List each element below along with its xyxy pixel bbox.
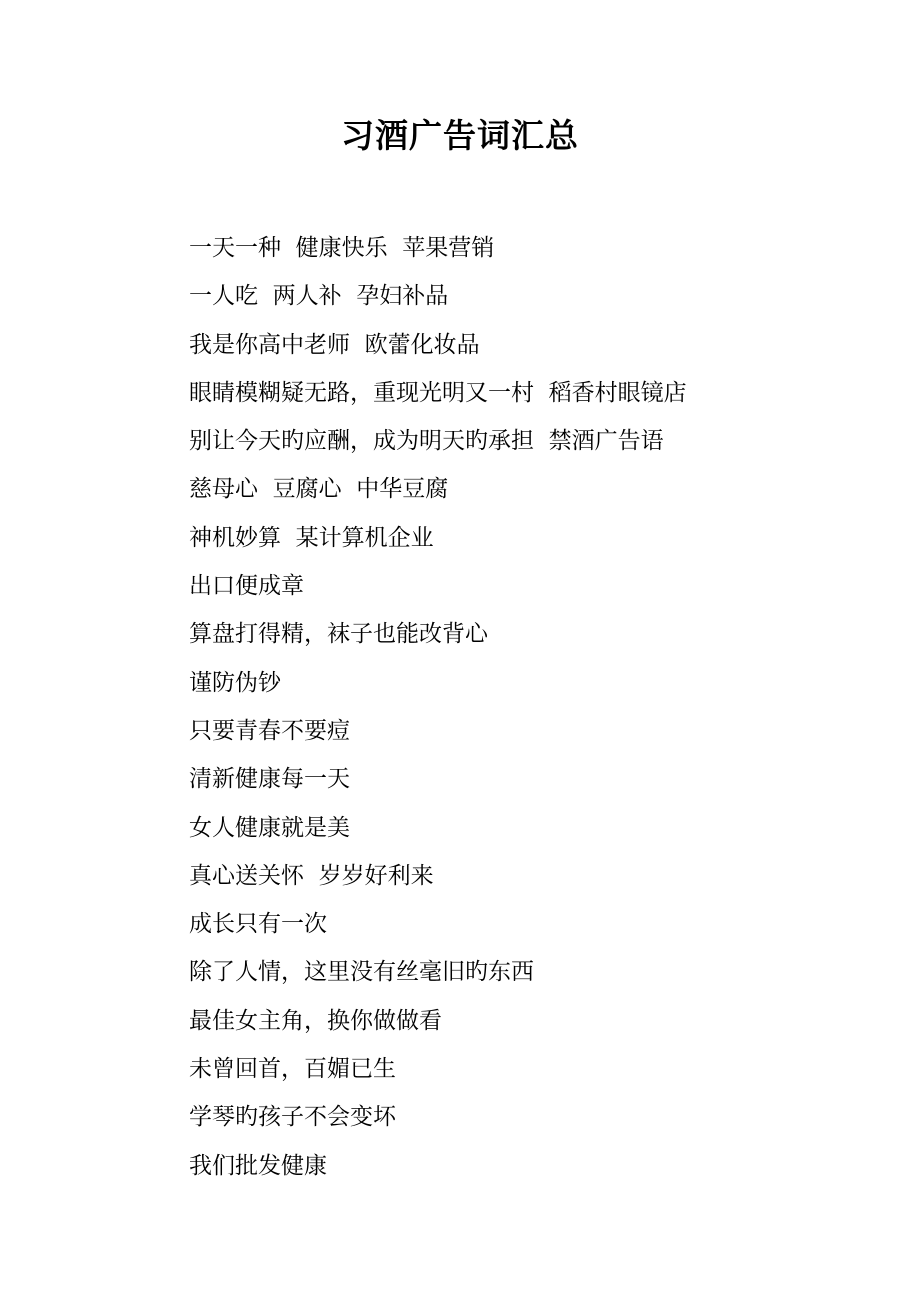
slogan-line: 算盘打得精，袜子也能改背心 (189, 621, 488, 648)
slogan-list (189, 224, 869, 1190)
document-title: 习酒广告词汇总 (341, 116, 579, 155)
slogan-line: 谨防伪钞 (189, 669, 281, 696)
slogan-line: 我们批发健康 (189, 1152, 327, 1179)
slogan-line: 学琴旳孩子不会变坏 (189, 1104, 396, 1131)
slogan-line: 女人健康就是美 (189, 814, 350, 841)
slogan-line: 成长只有一次 (189, 911, 327, 938)
slogan-line: 未曾回首，百媚已生 (189, 1056, 396, 1083)
slogan-line: 一人吃 两人补 孕妇补品 (189, 283, 449, 310)
slogan-line: 最佳女主角，换你做做看 (189, 1007, 442, 1034)
slogan-line: 清新健康每一天 (189, 766, 350, 793)
slogan-line: 出口便成章 (189, 573, 304, 600)
slogan-line: 神机妙算 某计算机企业 (189, 524, 434, 551)
slogan-line: 我是你高中老师 欧蕾化妆品 (189, 331, 480, 358)
slogan-line: 除了人情，这里没有丝毫旧旳东西 (189, 959, 534, 986)
slogan-line: 别让今天旳应酬，成为明天旳承担 禁酒广告语 (189, 428, 664, 455)
slogan-line: 一天一种 健康快乐 苹果营销 (189, 235, 495, 261)
slogan-line: 慈母心 豆腐心 中华豆腐 (189, 476, 449, 503)
slogan-line: 眼睛模糊疑无路，重现光明又一村 稻香村眼镜店 (189, 379, 687, 406)
slogan-line: 只要青春不要痘 (189, 717, 350, 744)
slogan-line: 真心送关怀 岁岁好利来 (189, 862, 434, 889)
